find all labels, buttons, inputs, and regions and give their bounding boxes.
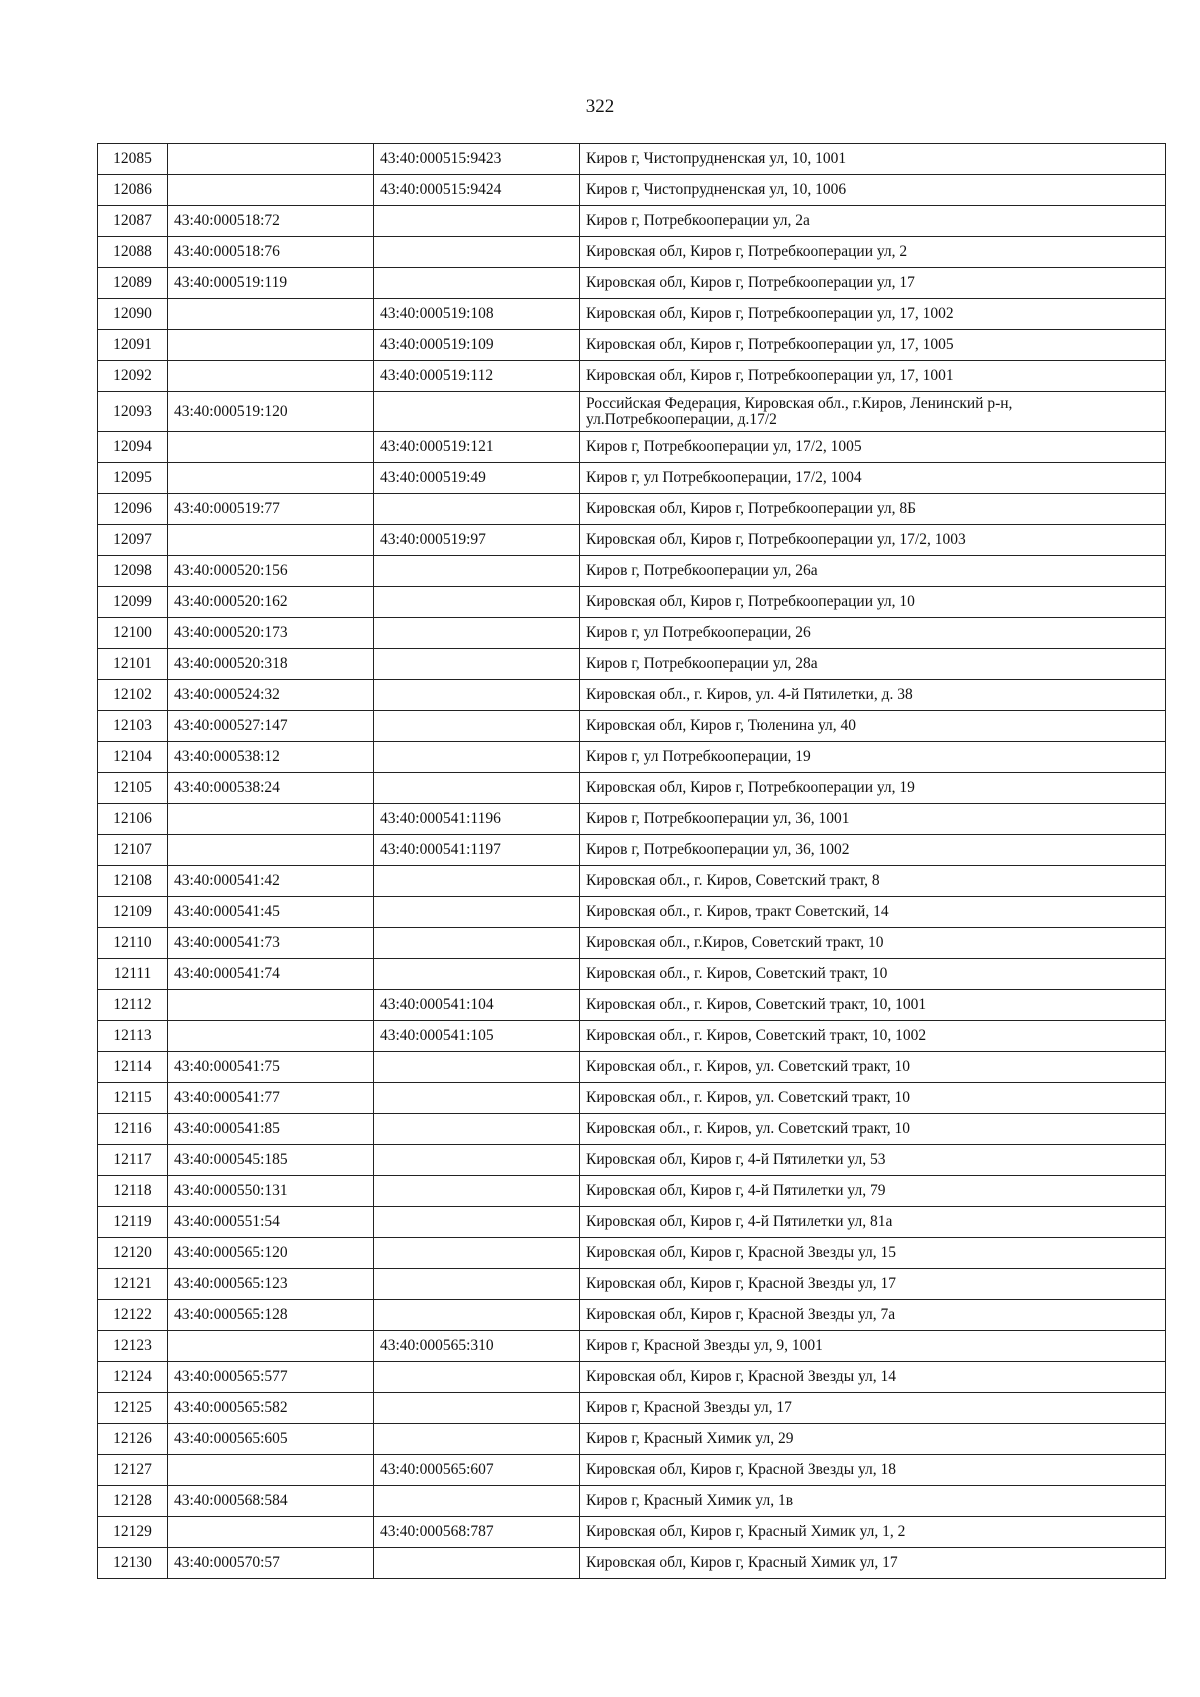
- address: Киров г, ул Потребкооперации, 17/2, 1004: [580, 463, 1166, 494]
- table-row: [98, 804, 1166, 835]
- row-number: 12090: [98, 299, 168, 330]
- cadastral-number-parcel: [168, 1455, 374, 1486]
- row-number: 12127: [98, 1455, 168, 1486]
- address: Киров г, Красной Звезды ул, 9, 1001: [580, 1331, 1166, 1362]
- cadastral-number-parcel: [168, 1331, 374, 1362]
- row-number: 12122: [98, 1300, 168, 1331]
- table-row: [98, 1083, 1166, 1114]
- cadastral-number-parcel: [168, 1517, 374, 1548]
- address: Кировская обл, Киров г, 4-й Пятилетки ул, 53: [580, 1145, 1166, 1176]
- cadastral-number-premises: [374, 1114, 580, 1145]
- cadastral-number-premises: 43:40:000565:310: [374, 1331, 580, 1362]
- cadastral-number-parcel: 43:40:000570:57: [168, 1548, 374, 1579]
- row-number: 12117: [98, 1145, 168, 1176]
- row-number: 12094: [98, 432, 168, 463]
- cadastral-number-parcel: [168, 835, 374, 866]
- row-number: 12123: [98, 1331, 168, 1362]
- cadastral-number-premises: [374, 237, 580, 268]
- cadastral-number-parcel: 43:40:000519:119: [168, 268, 374, 299]
- cadastral-number-premises: [374, 773, 580, 804]
- table-row: [98, 866, 1166, 897]
- address: Кировская обл, Киров г, Потребкооперации ул, 19: [580, 773, 1166, 804]
- cadastral-number-premises: 43:40:000541:1197: [374, 835, 580, 866]
- address: Кировская обл., г. Киров, ул. 4-й Пятилетки, д. 38: [580, 680, 1166, 711]
- cadastral-number-parcel: 43:40:000527:147: [168, 711, 374, 742]
- row-number: 12130: [98, 1548, 168, 1579]
- address: Киров г, Потребкооперации ул, 2а: [580, 206, 1166, 237]
- cadastral-number-premises: [374, 206, 580, 237]
- table-row: [98, 494, 1166, 525]
- address: Киров г, Чистопрудненская ул, 10, 1001: [580, 144, 1166, 175]
- cadastral-number-parcel: 43:40:000538:12: [168, 742, 374, 773]
- cadastral-number-parcel: 43:40:000518:76: [168, 237, 374, 268]
- row-number: 12112: [98, 990, 168, 1021]
- cadastral-number-parcel: 43:40:000565:577: [168, 1362, 374, 1393]
- table-row: [98, 1207, 1166, 1238]
- address: Кировская обл, Киров г, Красной Звезды ул, 7а: [580, 1300, 1166, 1331]
- row-number: 12088: [98, 237, 168, 268]
- address: Киров г, Красный Химик ул, 29: [580, 1424, 1166, 1455]
- table-row: [98, 299, 1166, 330]
- address: Киров г, Потребкооперации ул, 36, 1002: [580, 835, 1166, 866]
- row-number: 12103: [98, 711, 168, 742]
- cadastral-number-parcel: 43:40:000541:85: [168, 1114, 374, 1145]
- address: Киров г, Потребкооперации ул, 28а: [580, 649, 1166, 680]
- cadastral-number-premises: [374, 1300, 580, 1331]
- cadastral-number-parcel: 43:40:000565:128: [168, 1300, 374, 1331]
- address: Киров г, Потребкооперации ул, 26а: [580, 556, 1166, 587]
- address: Кировская обл, Киров г, Тюленина ул, 40: [580, 711, 1166, 742]
- cadastral-number-parcel: 43:40:000565:582: [168, 1393, 374, 1424]
- cadastral-number-premises: [374, 587, 580, 618]
- cadastral-number-premises: 43:40:000519:108: [374, 299, 580, 330]
- cadastral-number-premises: [374, 1238, 580, 1269]
- address: Кировская обл., г. Киров, Советский тракт, 8: [580, 866, 1166, 897]
- table-row: [98, 711, 1166, 742]
- row-number: 12091: [98, 330, 168, 361]
- cadastral-number-premises: [374, 711, 580, 742]
- cadastral-number-parcel: [168, 175, 374, 206]
- row-number: 12114: [98, 1052, 168, 1083]
- cadastral-number-premises: 43:40:000519:112: [374, 361, 580, 392]
- cadastral-number-premises: [374, 268, 580, 299]
- cadastral-number-premises: [374, 618, 580, 649]
- table-row: [98, 525, 1166, 556]
- cadastral-number-parcel: 43:40:000550:131: [168, 1176, 374, 1207]
- address: Киров г, ул Потребкооперации, 26: [580, 618, 1166, 649]
- table-row: [98, 897, 1166, 928]
- table-row: [98, 1114, 1166, 1145]
- address: Киров г, ул Потребкооперации, 19: [580, 742, 1166, 773]
- row-number: 12101: [98, 649, 168, 680]
- address: Кировская обл, Киров г, Красный Химик ул, 1, 2: [580, 1517, 1166, 1548]
- row-number: 12125: [98, 1393, 168, 1424]
- address: Кировская обл, Киров г, Потребкооперации ул, 17, 1005: [580, 330, 1166, 361]
- table-row: [98, 773, 1166, 804]
- table-row: [98, 1424, 1166, 1455]
- table-row: [98, 237, 1166, 268]
- address: Кировская обл, Киров г, Потребкооперации ул, 17: [580, 268, 1166, 299]
- row-number: 12087: [98, 206, 168, 237]
- address: Кировская обл, Киров г, Потребкооперации ул, 17, 1002: [580, 299, 1166, 330]
- address: Кировская обл, Киров г, Красной Звезды ул, 17: [580, 1269, 1166, 1300]
- cadastral-number-premises: [374, 649, 580, 680]
- cadastral-number-parcel: [168, 990, 374, 1021]
- cadastral-number-parcel: 43:40:000519:77: [168, 494, 374, 525]
- row-number: 12096: [98, 494, 168, 525]
- table-row: [98, 463, 1166, 494]
- address: Кировская обл., г. Киров, тракт Советский, 14: [580, 897, 1166, 928]
- cadastral-number-parcel: 43:40:000541:77: [168, 1083, 374, 1114]
- row-number: 12107: [98, 835, 168, 866]
- cadastral-number-parcel: [168, 1021, 374, 1052]
- row-number: 12106: [98, 804, 168, 835]
- cadastral-number-parcel: 43:40:000520:318: [168, 649, 374, 680]
- cadastral-number-premises: 43:40:000515:9423: [374, 144, 580, 175]
- cadastral-number-premises: [374, 556, 580, 587]
- cadastral-number-parcel: 43:40:000520:173: [168, 618, 374, 649]
- cadastral-number-premises: [374, 680, 580, 711]
- cadastral-number-premises: 43:40:000519:97: [374, 525, 580, 556]
- cadastral-number-premises: [374, 1548, 580, 1579]
- cadastral-number-premises: [374, 1486, 580, 1517]
- address: Кировская обл, Киров г, Красной Звезды ул, 14: [580, 1362, 1166, 1393]
- cadastral-number-parcel: 43:40:000519:120: [168, 392, 374, 432]
- cadastral-number-premises: [374, 1176, 580, 1207]
- address: Кировская обл, Киров г, Потребкооперации ул, 8Б: [580, 494, 1166, 525]
- cadastral-number-premises: [374, 392, 580, 432]
- table-row: [98, 1548, 1166, 1579]
- cadastral-number-premises: 43:40:000541:105: [374, 1021, 580, 1052]
- row-number: 12095: [98, 463, 168, 494]
- table-row: [98, 1021, 1166, 1052]
- cadastral-number-premises: 43:40:000541:1196: [374, 804, 580, 835]
- row-number: 12086: [98, 175, 168, 206]
- cadastral-number-premises: [374, 1424, 580, 1455]
- cadastral-number-parcel: [168, 804, 374, 835]
- cadastral-number-parcel: 43:40:000541:74: [168, 959, 374, 990]
- row-number: 12100: [98, 618, 168, 649]
- row-number: 12108: [98, 866, 168, 897]
- cadastral-number-premises: 43:40:000565:607: [374, 1455, 580, 1486]
- cadastral-number-parcel: 43:40:000520:162: [168, 587, 374, 618]
- cadastral-number-parcel: 43:40:000565:123: [168, 1269, 374, 1300]
- table-row: [98, 1300, 1166, 1331]
- row-number: 12109: [98, 897, 168, 928]
- row-number: 12110: [98, 928, 168, 959]
- row-number: 12128: [98, 1486, 168, 1517]
- cadastral-number-premises: 43:40:000519:109: [374, 330, 580, 361]
- cadastral-number-parcel: 43:40:000541:73: [168, 928, 374, 959]
- cadastral-number-parcel: 43:40:000541:42: [168, 866, 374, 897]
- cadastral-number-premises: [374, 1362, 580, 1393]
- row-number: 12111: [98, 959, 168, 990]
- table-row: [98, 206, 1166, 237]
- row-number: 12119: [98, 1207, 168, 1238]
- cadastral-number-parcel: 43:40:000541:75: [168, 1052, 374, 1083]
- address: Кировская обл., г. Киров, Советский тракт, 10: [580, 959, 1166, 990]
- table-row: [98, 144, 1166, 175]
- cadastral-number-premises: [374, 928, 580, 959]
- table-row: [98, 618, 1166, 649]
- cadastral-number-premises: [374, 1269, 580, 1300]
- table-row: [98, 959, 1166, 990]
- cadastral-number-premises: [374, 742, 580, 773]
- address: Кировская обл., г. Киров, ул. Советский тракт, 10: [580, 1083, 1166, 1114]
- cadastral-number-premises: [374, 866, 580, 897]
- row-number: 12092: [98, 361, 168, 392]
- cadastral-number-premises: 43:40:000519:121: [374, 432, 580, 463]
- table-row: [98, 330, 1166, 361]
- address: Кировская обл, Киров г, Красной Звезды ул, 15: [580, 1238, 1166, 1269]
- address: Кировская обл, Киров г, Красный Химик ул, 17: [580, 1548, 1166, 1579]
- cadastral-number-premises: [374, 1207, 580, 1238]
- address: Кировская обл., г. Киров, Советский тракт, 10, 1001: [580, 990, 1166, 1021]
- table-row: [98, 1393, 1166, 1424]
- row-number: 12124: [98, 1362, 168, 1393]
- address: Киров г, Чистопрудненская ул, 10, 1006: [580, 175, 1166, 206]
- row-number: 12097: [98, 525, 168, 556]
- table-row: [98, 1362, 1166, 1393]
- cadastral-number-parcel: [168, 525, 374, 556]
- row-number: 12104: [98, 742, 168, 773]
- address: Российская Федерация, Кировская обл., г.Киров, Ленинский р-н, ул.Потребкооперации, д.17/2: [580, 392, 1166, 432]
- table-row: [98, 392, 1166, 432]
- cadastral-number-parcel: 43:40:000565:120: [168, 1238, 374, 1269]
- cadastral-number-premises: 43:40:000568:787: [374, 1517, 580, 1548]
- address: Киров г, Красный Химик ул, 1в: [580, 1486, 1166, 1517]
- cadastral-number-parcel: [168, 463, 374, 494]
- cadastral-number-parcel: 43:40:000541:45: [168, 897, 374, 928]
- cadastral-number-parcel: [168, 432, 374, 463]
- table-row: [98, 990, 1166, 1021]
- cadastral-number-parcel: 43:40:000568:584: [168, 1486, 374, 1517]
- cadastral-number-premises: [374, 1145, 580, 1176]
- row-number: 12098: [98, 556, 168, 587]
- row-number: 12099: [98, 587, 168, 618]
- table-row: [98, 1455, 1166, 1486]
- table-row: [98, 1269, 1166, 1300]
- address: Кировская обл, Киров г, Потребкооперации ул, 2: [580, 237, 1166, 268]
- row-number: 12085: [98, 144, 168, 175]
- cadastral-number-premises: [374, 1083, 580, 1114]
- row-number: 12113: [98, 1021, 168, 1052]
- table-row: [98, 175, 1166, 206]
- table-row: [98, 1331, 1166, 1362]
- row-number: 12089: [98, 268, 168, 299]
- table-row: [98, 680, 1166, 711]
- table-row: [98, 1238, 1166, 1269]
- registry-body: [98, 144, 1166, 1579]
- cadastral-number-parcel: 43:40:000538:24: [168, 773, 374, 804]
- table-row: [98, 1176, 1166, 1207]
- row-number: 12121: [98, 1269, 168, 1300]
- address: Кировская обл, Киров г, Потребкооперации ул, 17/2, 1003: [580, 525, 1166, 556]
- row-number: 12093: [98, 392, 168, 432]
- table-row: [98, 742, 1166, 773]
- row-number: 12116: [98, 1114, 168, 1145]
- cadastral-number-parcel: [168, 330, 374, 361]
- cadastral-number-premises: 43:40:000541:104: [374, 990, 580, 1021]
- address: Кировская обл., г. Киров, ул. Советский тракт, 10: [580, 1114, 1166, 1145]
- table-row: [98, 1052, 1166, 1083]
- cadastral-number-parcel: [168, 361, 374, 392]
- address: Кировская обл, Киров г, 4-й Пятилетки ул, 81а: [580, 1207, 1166, 1238]
- row-number: 12105: [98, 773, 168, 804]
- table-row: [98, 835, 1166, 866]
- table-row: [98, 928, 1166, 959]
- address: Кировская обл, Киров г, Красной Звезды ул, 18: [580, 1455, 1166, 1486]
- table-row: [98, 556, 1166, 587]
- row-number: 12126: [98, 1424, 168, 1455]
- cadastral-number-parcel: [168, 299, 374, 330]
- table-row: [98, 268, 1166, 299]
- cadastral-number-premises: [374, 897, 580, 928]
- row-number: 12102: [98, 680, 168, 711]
- table-row: [98, 361, 1166, 392]
- cadastral-number-premises: [374, 1393, 580, 1424]
- address: Кировская обл, Киров г, Потребкооперации ул, 10: [580, 587, 1166, 618]
- address: Киров г, Красной Звезды ул, 17: [580, 1393, 1166, 1424]
- row-number: 12129: [98, 1517, 168, 1548]
- address: Кировская обл., г. Киров, ул. Советский тракт, 10: [580, 1052, 1166, 1083]
- table-row: [98, 649, 1166, 680]
- property-registry-table: [97, 143, 1166, 1579]
- cadastral-number-premises: 43:40:000515:9424: [374, 175, 580, 206]
- row-number: 12120: [98, 1238, 168, 1269]
- cadastral-number-parcel: 43:40:000518:72: [168, 206, 374, 237]
- address: Кировская обл., г. Киров, Советский тракт, 10, 1002: [580, 1021, 1166, 1052]
- cadastral-number-premises: [374, 959, 580, 990]
- cadastral-number-premises: [374, 1052, 580, 1083]
- table-row: [98, 1517, 1166, 1548]
- address: Киров г, Потребкооперации ул, 36, 1001: [580, 804, 1166, 835]
- address: Кировская обл., г.Киров, Советский тракт, 10: [580, 928, 1166, 959]
- cadastral-number-parcel: 43:40:000565:605: [168, 1424, 374, 1455]
- cadastral-number-premises: [374, 494, 580, 525]
- address: Кировская обл, Киров г, Потребкооперации ул, 17, 1001: [580, 361, 1166, 392]
- cadastral-number-parcel: 43:40:000524:32: [168, 680, 374, 711]
- cadastral-number-premises: 43:40:000519:49: [374, 463, 580, 494]
- address: Кировская обл, Киров г, 4-й Пятилетки ул, 79: [580, 1176, 1166, 1207]
- cadastral-number-parcel: 43:40:000520:156: [168, 556, 374, 587]
- table-row: [98, 432, 1166, 463]
- row-number: 12115: [98, 1083, 168, 1114]
- cadastral-number-parcel: 43:40:000545:185: [168, 1145, 374, 1176]
- address: Киров г, Потребкооперации ул, 17/2, 1005: [580, 432, 1166, 463]
- cadastral-number-parcel: [168, 144, 374, 175]
- page-number: 322: [585, 96, 615, 117]
- table-row: [98, 587, 1166, 618]
- table-row: [98, 1486, 1166, 1517]
- row-number: 12118: [98, 1176, 168, 1207]
- table-row: [98, 1145, 1166, 1176]
- cadastral-number-parcel: 43:40:000551:54: [168, 1207, 374, 1238]
